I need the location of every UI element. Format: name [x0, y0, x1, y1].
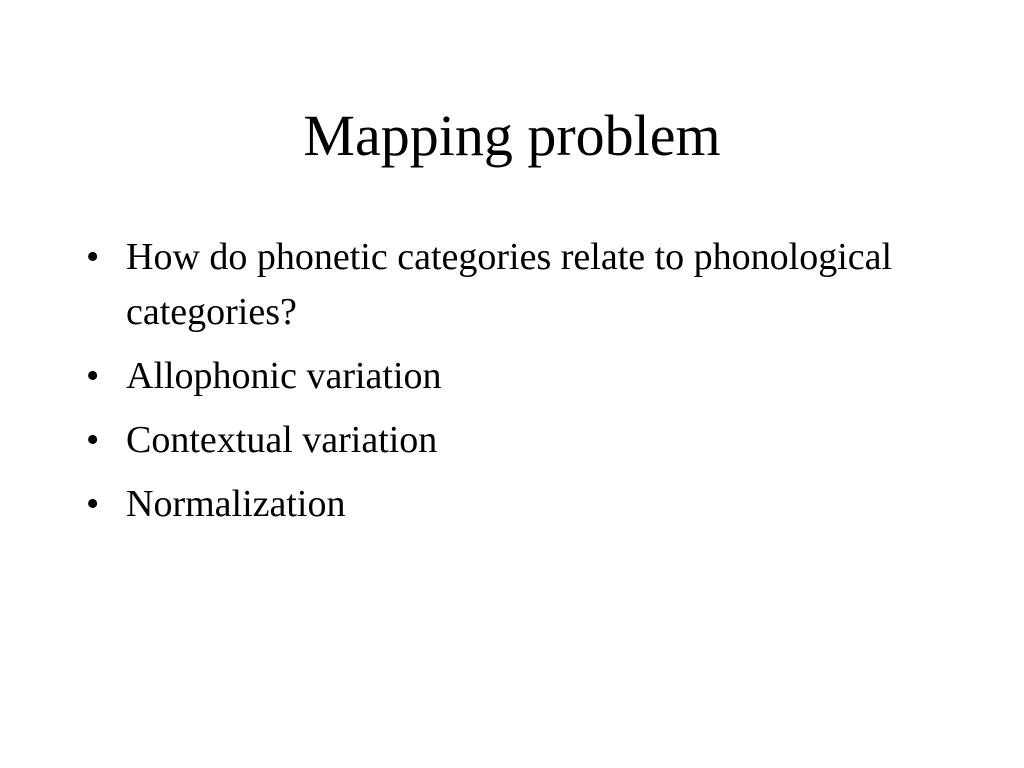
bullet-list	[86, 230, 946, 541]
bullet-text: Normalization	[126, 483, 346, 525]
bullet-item	[86, 477, 946, 532]
bullet-text: How do phonetic categories relate to phonological categories?	[126, 236, 893, 333]
bullet-text: Allophonic variation	[126, 355, 442, 397]
bullet-marker: •	[86, 483, 100, 525]
bullet-item	[86, 413, 946, 468]
bullet-marker: •	[86, 355, 100, 397]
bullet-item	[86, 349, 946, 404]
bullet-item	[86, 230, 946, 340]
bullet-marker: •	[86, 419, 100, 461]
slide-title: Mapping problem	[303, 103, 721, 168]
bullet-text: Contextual variation	[126, 419, 438, 461]
bullet-marker: •	[86, 236, 100, 278]
